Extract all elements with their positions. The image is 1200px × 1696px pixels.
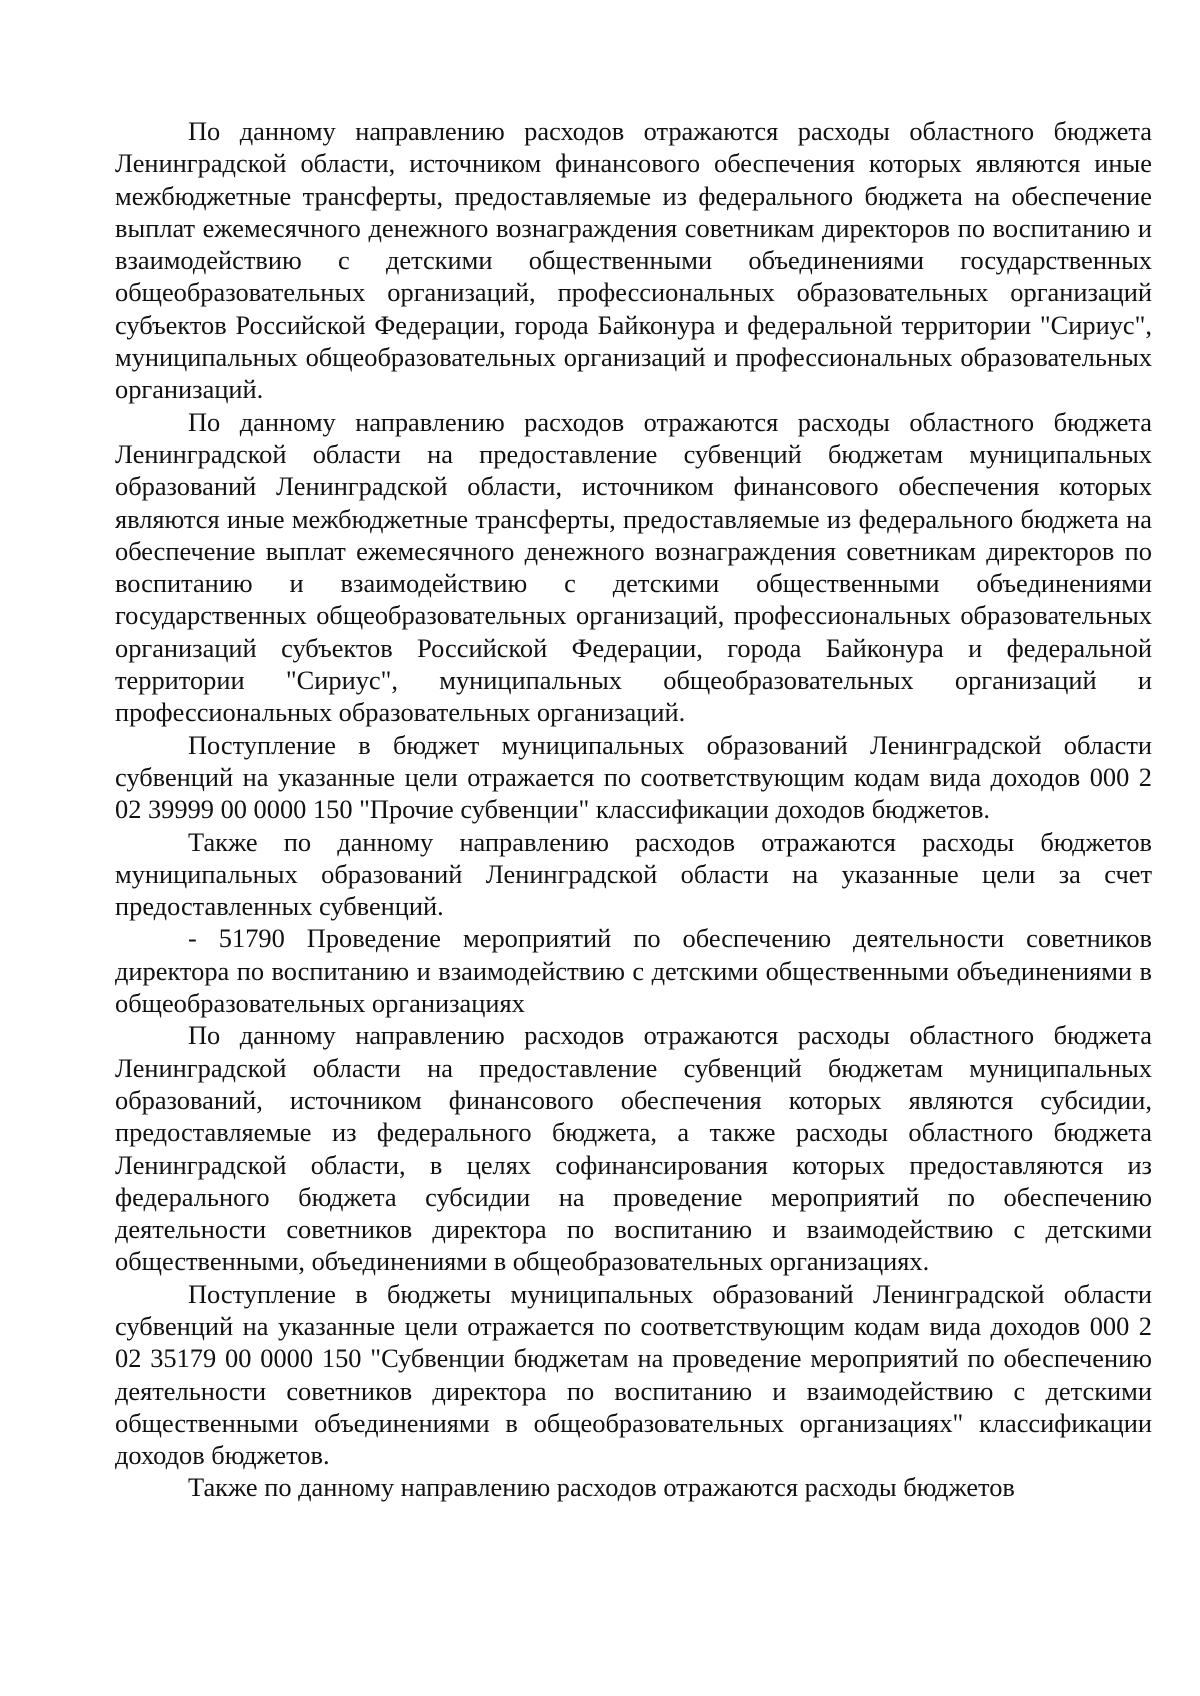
paragraph-5-item-51790: - 51790 Проведение мероприятий по обеспечению деятельности советников директора по воспитанию и взаимодействию с детскими общественными объединениями в общеобразовательных организациях [115, 923, 1152, 1019]
paragraph-8: Также по данному направлению расходов отражаются расходы бюджетов [188, 1472, 1015, 1503]
paragraph-3: Поступление в бюджет муниципальных образований Ленинградской области субвенций на указанные цели отражается по соответствующим кодам вида доходов 000 2 02 39999 00 0000 150 "Прочие субвенции" классификации доходов бюджетов. [115, 729, 1152, 825]
paragraph-2: По данному направлению расходов отражаются расходы областного бюджета Ленинградской области на предоставление субвенций бюджетам муниципальных образований Ленинградской области, источником финансового обеспечения которых являются иные межбюджетные трансферты, предоставляемые из федерального бюджета на обеспечение выплат ежемесячного денежного вознаграждения советникам директоров по воспитанию и взаимодействию с детскими общественными объединениями государственных общеобразовательных организаций, профессиональных образовательных организаций субъектов Российской Федерации, города Байконура и федеральной территории "Сириус", муниципальных общеобразовательных организаций и профессиональных образовательных организаций. [115, 406, 1152, 728]
paragraph-4: Также по данному направлению расходов отражаются расходы бюджетов муниципальных образований Ленинградской области на указанные цели за счет предоставленных субвенций. [115, 826, 1152, 922]
document-body [115, 115, 1152, 1504]
paragraph-7: Поступление в бюджеты муниципальных образований Ленинградской области субвенций на указанные цели отражается по соответствующим кодам вида доходов 000 2 02 35179 00 0000 150 "Субвенции бюджетам на проведение мероприятий по обеспечению деятельности советников директора по воспитанию и взаимодействию с детскими общественными объединениями в общеобразовательных организациях" классификации доходов бюджетов. [115, 1278, 1152, 1471]
paragraph-6: По данному направлению расходов отражаются расходы областного бюджета Ленинградской области на предоставление субвенций бюджетам муниципальных образований, источником финансового обеспечения которых являются субсидии, предоставляемые из федерального бюджета, а также расходы областного бюджета Ленинградской области, в целях софинансирования которых предоставляются из федерального бюджета субсидии на проведение мероприятий по обеспечению деятельности советников директора по воспитанию и взаимодействию с детскими общественными, объединениями в общеобразовательных организациях. [115, 1020, 1152, 1277]
paragraph-1: По данному направлению расходов отражаются расходы областного бюджета Ленинградской области, источником финансового обеспечения которых являются иные межбюджетные трансферты, предоставляемые из федерального бюджета на обеспечение выплат ежемесячного денежного вознаграждения советникам директоров по воспитанию и взаимодействию с детскими общественными объединениями государственных общеобразовательных организаций, профессиональных образовательных организаций субъектов Российской Федерации, города Байконура и федеральной территории "Сириус", муниципальных общеобразовательных организаций и профессиональных образовательных организаций. [115, 116, 1152, 405]
